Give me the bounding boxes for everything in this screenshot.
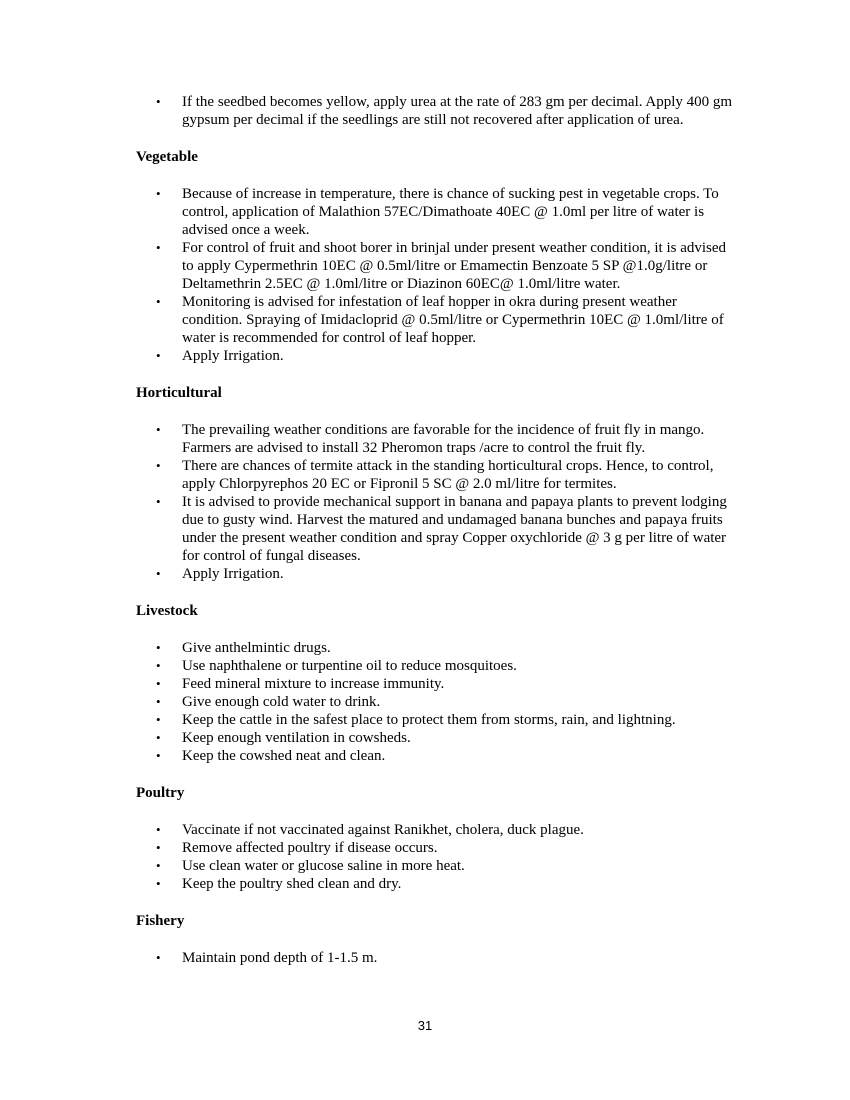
list-item (136, 711, 736, 729)
list-item (136, 565, 736, 583)
list-item (136, 821, 736, 839)
list-item (136, 493, 736, 565)
list-item (136, 457, 736, 493)
list-item-text: The prevailing weather conditions are favorable for the incidence of fruit fly in mango. Farmers are advised to install 32 Pheromon traps /acre to control the fruit fly. (182, 422, 705, 456)
bullet-icon: • (156, 348, 161, 363)
vegetable-bullet-list (136, 185, 736, 365)
intro-bullet-list (136, 93, 736, 129)
list-item (136, 729, 736, 747)
bullet-icon: • (156, 294, 161, 309)
bullet-icon: • (156, 676, 161, 691)
bullet-icon: • (156, 94, 161, 109)
bullet-icon: • (156, 494, 161, 509)
list-item-text: Keep enough ventilation in cowsheds. (182, 730, 411, 746)
poultry-bullet-list (136, 821, 736, 893)
list-item-text: Keep the cowshed neat and clean. (182, 748, 386, 764)
list-item (136, 747, 736, 765)
horticultural-bullet-list (136, 421, 736, 583)
bullet-icon: • (156, 730, 161, 745)
section-heading-livestock: Livestock (136, 603, 198, 619)
list-item-text: Vaccinate if not vaccinated against Ranikhet, cholera, duck plague. (182, 822, 584, 838)
page-content (136, 93, 736, 967)
list-item-text: If the seedbed becomes yellow, apply urea at the rate of 283 gm per decimal. Apply 400 gm gypsum per decimal if the seedlings are still not recovered after application of urea. (182, 94, 733, 128)
list-item-text: Use clean water or glucose saline in more heat. (182, 858, 465, 874)
bullet-icon: • (156, 840, 161, 855)
bullet-icon: • (156, 566, 161, 581)
bullet-icon: • (156, 240, 161, 255)
bullet-icon: • (156, 694, 161, 709)
fishery-bullet-list (136, 949, 736, 967)
list-item (136, 857, 736, 875)
bullet-icon: • (156, 422, 161, 437)
bullet-icon: • (156, 186, 161, 201)
list-item (136, 657, 736, 675)
list-item-text: For control of fruit and shoot borer in brinjal under present weather condition, it is advised to apply Cypermethrin 10EC @ 0.5ml/litre or Emamectin Benzoate 5 SP @1.0g/litre or Deltamethrin 2.5EC @ 1.0ml/litre or Diazinon 60EC@ 1.0ml/litre water. (182, 240, 727, 292)
list-item-text: Give enough cold water to drink. (182, 694, 381, 710)
bullet-icon: • (156, 748, 161, 763)
list-item-text: Keep the poultry shed clean and dry. (182, 876, 402, 892)
list-item-text: Use naphthalene or turpentine oil to reduce mosquitoes. (182, 658, 517, 674)
bullet-icon: • (156, 950, 161, 965)
list-item (136, 93, 736, 129)
livestock-bullet-list (136, 639, 736, 765)
section-heading-fishery: Fishery (136, 913, 185, 929)
list-item-text: Feed mineral mixture to increase immunity. (182, 676, 445, 692)
list-item-text: Monitoring is advised for infestation of leaf hopper in okra during present weather condition. Spraying of Imidacloprid @ 0.5ml/litre or Cypermethrin 10EC @ 1.0ml/litre of water is recommended for control of leaf hopper. (182, 294, 724, 346)
bullet-icon: • (156, 658, 161, 673)
list-item (136, 675, 736, 693)
bullet-icon: • (156, 858, 161, 873)
list-item-text: There are chances of termite attack in the standing horticultural crops. Hence, to control, apply Chlorpyrephos 20 EC or Fipronil 5 SC @ 2.0 ml/litre for termites. (182, 458, 714, 492)
list-item-text: Maintain pond depth of 1-1.5 m. (182, 950, 378, 966)
list-item (136, 239, 736, 293)
list-item (136, 185, 736, 239)
list-item (136, 949, 736, 967)
list-item (136, 421, 736, 457)
bullet-icon: • (156, 712, 161, 727)
list-item (136, 875, 736, 893)
section-heading-vegetable: Vegetable (136, 149, 198, 165)
list-item (136, 293, 736, 347)
list-item-text: Give anthelmintic drugs. (182, 640, 331, 656)
list-item (136, 639, 736, 657)
list-item (136, 347, 736, 365)
bullet-icon: • (156, 458, 161, 473)
bullet-icon: • (156, 876, 161, 891)
list-item-text: Apply Irrigation. (182, 348, 284, 364)
list-item-text: Apply Irrigation. (182, 566, 284, 582)
list-item-text: Because of increase in temperature, there is chance of sucking pest in vegetable crops. To control, application of Malathion 57EC/Dimathoate 40EC @ 1.0ml per litre of water is advised once a week. (182, 186, 719, 238)
list-item-text: It is advised to provide mechanical support in banana and papaya plants to prevent lodging due to gusty wind. Harvest the matured and undamaged banana bunches and papaya fruits under the present weather condition and spray Copper oxychloride @ 3 g per litre of water for control of fungal diseases. (182, 494, 727, 564)
list-item-text: Keep the cattle in the safest place to protect them from storms, rain, and lightning. (182, 712, 676, 728)
list-item (136, 839, 736, 857)
section-heading-poultry: Poultry (136, 785, 185, 801)
section-heading-horticultural: Horticultural (136, 385, 222, 401)
bullet-icon: • (156, 822, 161, 837)
bullet-icon: • (156, 640, 161, 655)
list-item-text: Remove affected poultry if disease occurs. (182, 840, 438, 856)
list-item (136, 693, 736, 711)
page-number: 31 (417, 1018, 433, 1033)
